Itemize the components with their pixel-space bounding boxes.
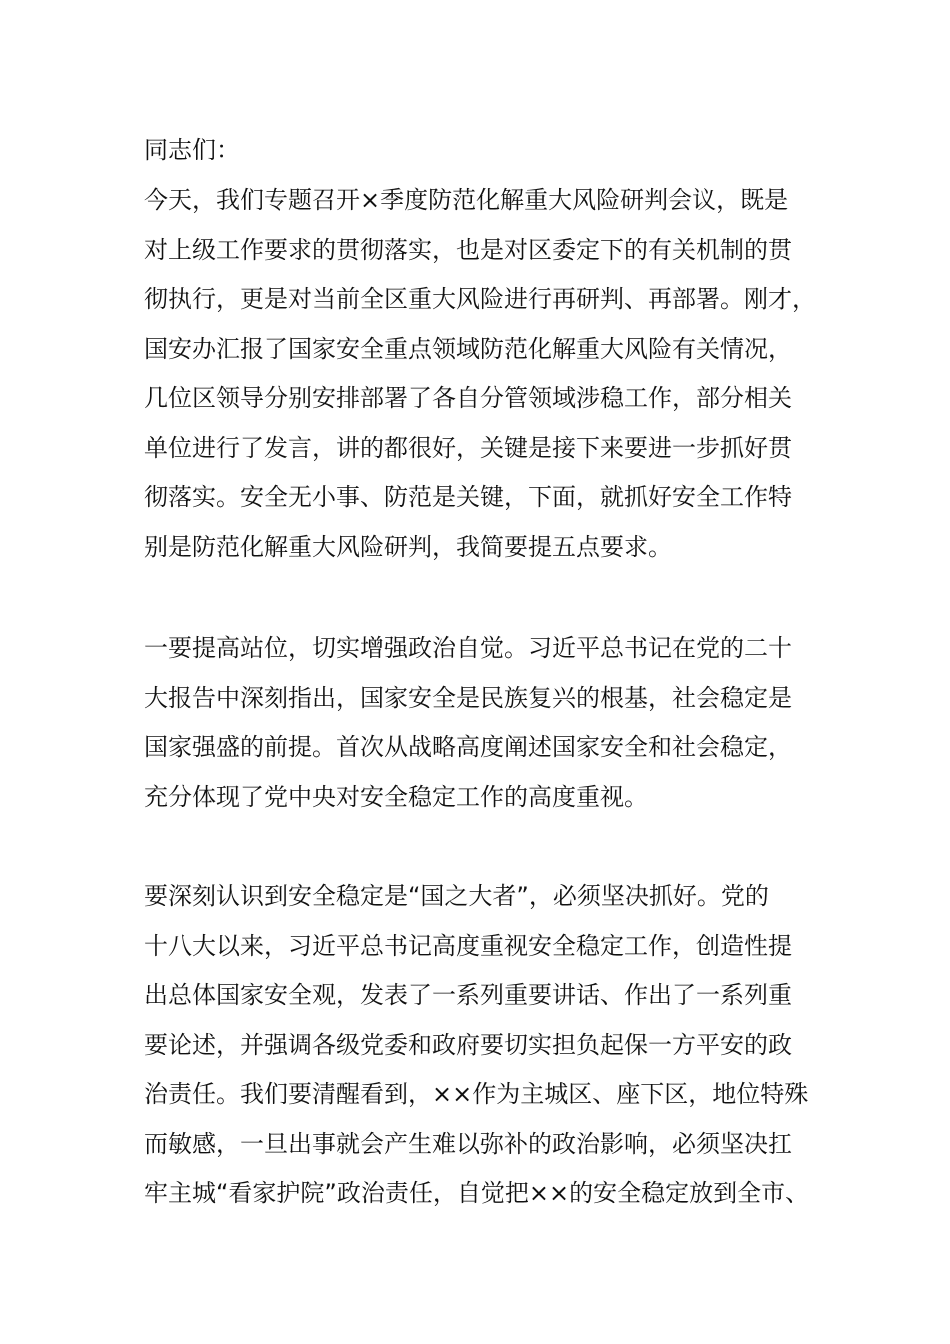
paragraph-line: 今天，我们专题召开×季度防范化解重大风险研判会议，既是 bbox=[144, 186, 789, 214]
paragraph-first-requirement bbox=[144, 624, 844, 822]
paragraph-line: 对上级工作要求的贯彻落实，也是对区委定下的有关机制的贯 bbox=[144, 235, 792, 264]
paragraph-line: 而敏感，一旦出事就会产生难以弥补的政治影响，必须坚决扛 bbox=[144, 1129, 792, 1158]
paragraph-line: 几位区领导分别安排部署了各自分管领域涉稳工作，部分相关 bbox=[144, 384, 792, 412]
paragraph-line: 牢主城“看家护院”政治责任，自觉把××的安全稳定放到全市、 bbox=[144, 1179, 810, 1207]
paragraph-line: 彻执行，更是对当前全区重大风险进行再研判、再部署。刚才， bbox=[144, 285, 816, 313]
greeting bbox=[144, 126, 844, 176]
paragraph-line: 治责任。我们要清醒看到，××作为主城区、座下区，地位特殊 bbox=[144, 1080, 809, 1108]
paragraph-security-awareness bbox=[144, 872, 844, 1219]
paragraph-line: 一要提高站位，切实增强政治自觉。习近平总书记在党的二十 bbox=[144, 634, 792, 662]
paragraph-line: 彻落实。安全无小事、防范是关键，下面，就抓好安全工作特 bbox=[144, 483, 792, 511]
paragraph-line: 大报告中深刻指出，国家安全是民族复兴的根基，社会稳定是 bbox=[144, 683, 792, 712]
paragraph-line: 出总体国家安全观，发表了一系列重要讲话、作出了一系列重 bbox=[144, 981, 792, 1009]
paragraph-line: 要深刻认识到安全稳定是“国之大者”，必须坚决抓好。党的 bbox=[144, 882, 769, 910]
paragraph-line: 别是防范化解重大风险研判，我简要提五点要求。 bbox=[144, 532, 672, 561]
paragraph-line: 充分体现了党中央对安全稳定工作的高度重视。 bbox=[144, 782, 648, 811]
paragraph-line: 要论述，并强调各级党委和政府要切实担负起保一方平安的政 bbox=[144, 1030, 792, 1059]
paragraph-line: 十八大以来，习近平总书记高度重视安全稳定工作，创造性提 bbox=[144, 931, 792, 960]
paragraph-line: 国家强盛的前提。首次从战略高度阐述国家安全和社会稳定， bbox=[144, 733, 792, 761]
paragraph-line: 单位进行了发言，讲的都很好，关键是接下来要进一步抓好贯 bbox=[144, 433, 792, 462]
greeting-line: 同志们： bbox=[144, 136, 240, 164]
paragraph-opening bbox=[144, 176, 844, 572]
paragraph-line: 国安办汇报了国家安全重点领域防范化解重大风险有关情况， bbox=[144, 334, 792, 363]
